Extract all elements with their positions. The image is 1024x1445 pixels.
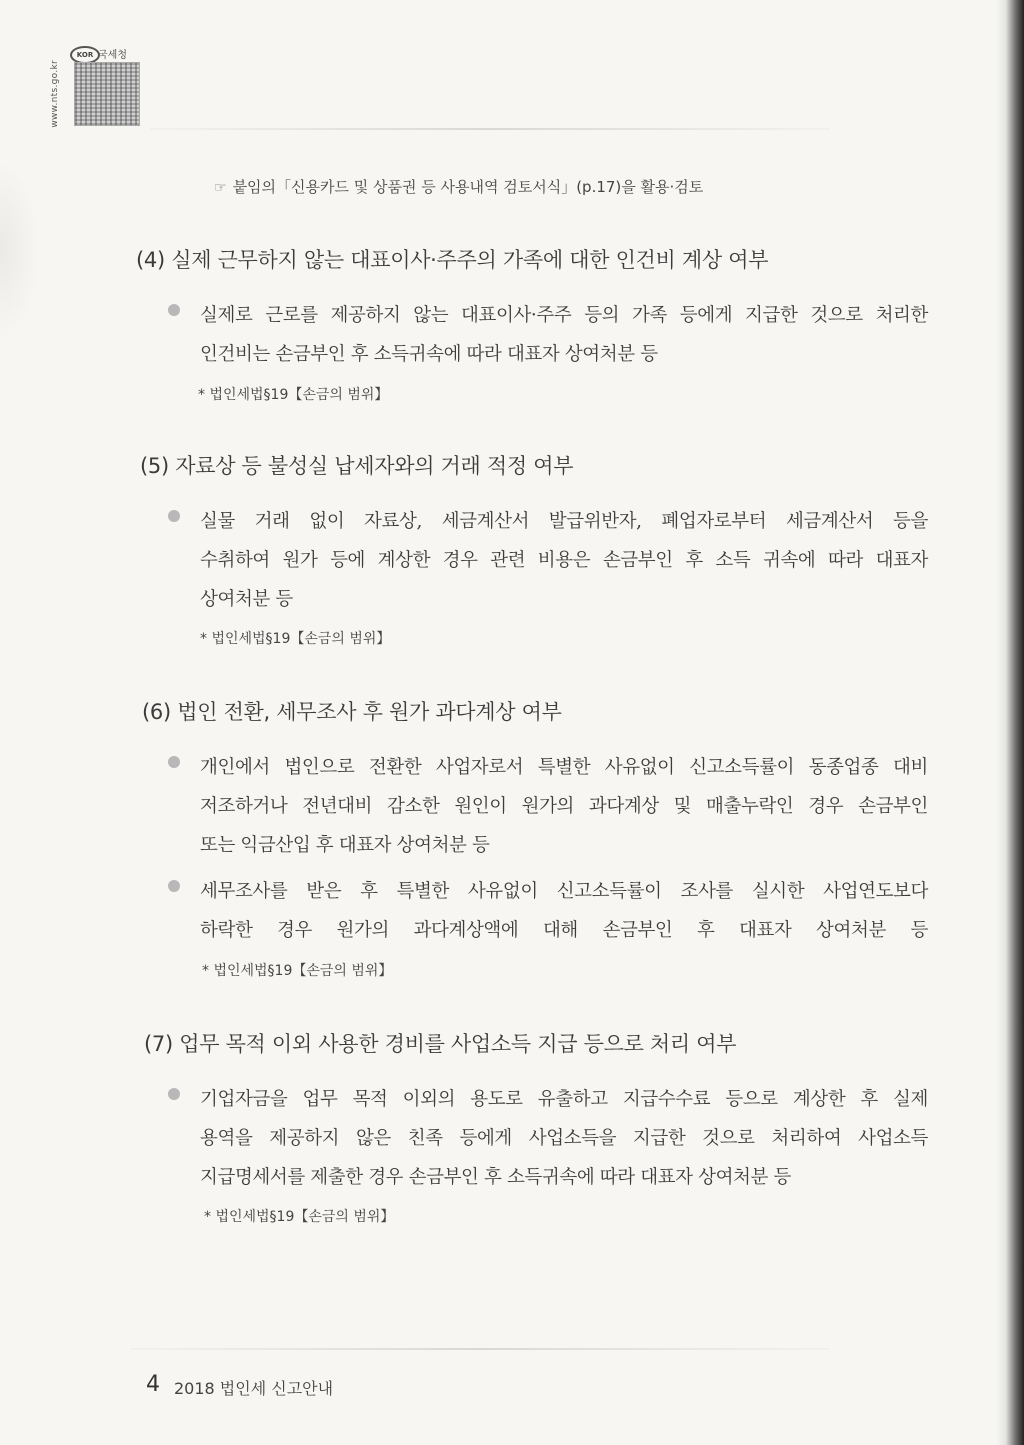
bullet-line: 수취하여 원가 등에 계상한 경우 관련 비용은 손금부인 후 소득 귀속에 따라 대표자 [200, 550, 928, 571]
section-title-7: (7) 업무 목적 이외 사용한 경비를 사업소득 지급 등으로 처리 여부 [144, 1032, 737, 1056]
bullet-line: 실제로 근로를 제공하지 않는 대표이사·주주 등의 가족 등에게 지급한 것으로 처리한 [200, 305, 928, 326]
section-title-4: (4) 실제 근무하지 않는 대표이사·주주의 가족에 대한 인건비 계상 여부 [136, 248, 769, 272]
reference-note [214, 176, 703, 197]
bullet-icon [168, 1088, 180, 1100]
section-title-6: (6) 법인 전환, 세무조사 후 원가 과다계상 여부 [142, 700, 562, 724]
bullet-icon [168, 756, 180, 768]
pointing-hand-icon: ☞ [214, 180, 227, 196]
law-reference: * 법인세법§19【손금의 범위】 [200, 631, 391, 647]
reference-note-text: 붙임의「신용카드 및 상품권 등 사용내역 검토서식」(p.17)을 활용·검토 [232, 178, 704, 196]
qr-code-icon [74, 62, 140, 126]
law-reference: * 법인세법§19【손금의 범위】 [198, 387, 389, 403]
bullet-item [168, 872, 928, 950]
org-name: 국세청 [98, 50, 127, 61]
bullet-line: 기업자금을 업무 목적 이외의 용도로 유출하고 지급수수료 등으로 계상한 후 실제 [200, 1089, 928, 1110]
bullet-item [168, 296, 928, 374]
section-title-5: (5) 자료상 등 불성실 납세자와의 거래 적정 여부 [140, 454, 574, 478]
footer-title: 2018 법인세 신고안내 [174, 1379, 334, 1398]
header-divider [150, 128, 830, 130]
bullet-item [168, 502, 928, 619]
bullet-line: 상여처분 등 [200, 589, 293, 610]
kor-badge-icon: KOR [70, 46, 100, 64]
bullet-icon [168, 880, 180, 892]
bullet-line: 개인에서 법인으로 전환한 사업자로서 특별한 사유없이 신고소득률이 동종업종 대비 [200, 757, 928, 778]
bullet-item [168, 748, 928, 865]
bullet-item [168, 1080, 928, 1197]
bullet-line: 용역을 제공하지 않은 친족 등에게 사업소득을 지급한 것으로 처리하여 사업소득 [200, 1128, 928, 1149]
bullet-line: 저조하거나 전년대비 감소한 원인이 원가의 과다계상 및 매출누락인 경우 손금부인 [200, 796, 928, 817]
bullet-line: 세무조사를 받은 후 특별한 사유없이 신고소득률이 조사를 실시한 사업연도보다 [200, 881, 928, 902]
bullet-line: 인건비는 손금부인 후 소득귀속에 따라 대표자 상여처분 등 [200, 344, 658, 365]
bullet-icon [168, 304, 180, 316]
bullet-icon [168, 510, 180, 522]
page-number: 4 [146, 1372, 160, 1397]
bullet-line: 또는 익금산입 후 대표자 상여처분 등 [200, 835, 490, 856]
law-reference: * 법인세법§19【손금의 범위】 [202, 963, 393, 979]
scan-smudge [0, 160, 40, 340]
binding-shadow [996, 0, 1024, 1445]
bullet-line: 지급명세서를 제출한 경우 손금부인 후 소득귀속에 따라 대표자 상여처분 등 [200, 1167, 791, 1188]
footer-divider [130, 1348, 830, 1350]
site-url: www.nts.go.kr [50, 60, 60, 128]
law-reference: * 법인세법§19【손금의 범위】 [204, 1209, 395, 1225]
bullet-line: 실물 거래 없이 자료상, 세금계산서 발급위반자, 폐업자로부터 세금계산서 등을 [200, 511, 928, 532]
bullet-line: 하락한 경우 원가의 과다계상액에 대해 손금부인 후 대표자 상여처분 등 [200, 920, 928, 941]
